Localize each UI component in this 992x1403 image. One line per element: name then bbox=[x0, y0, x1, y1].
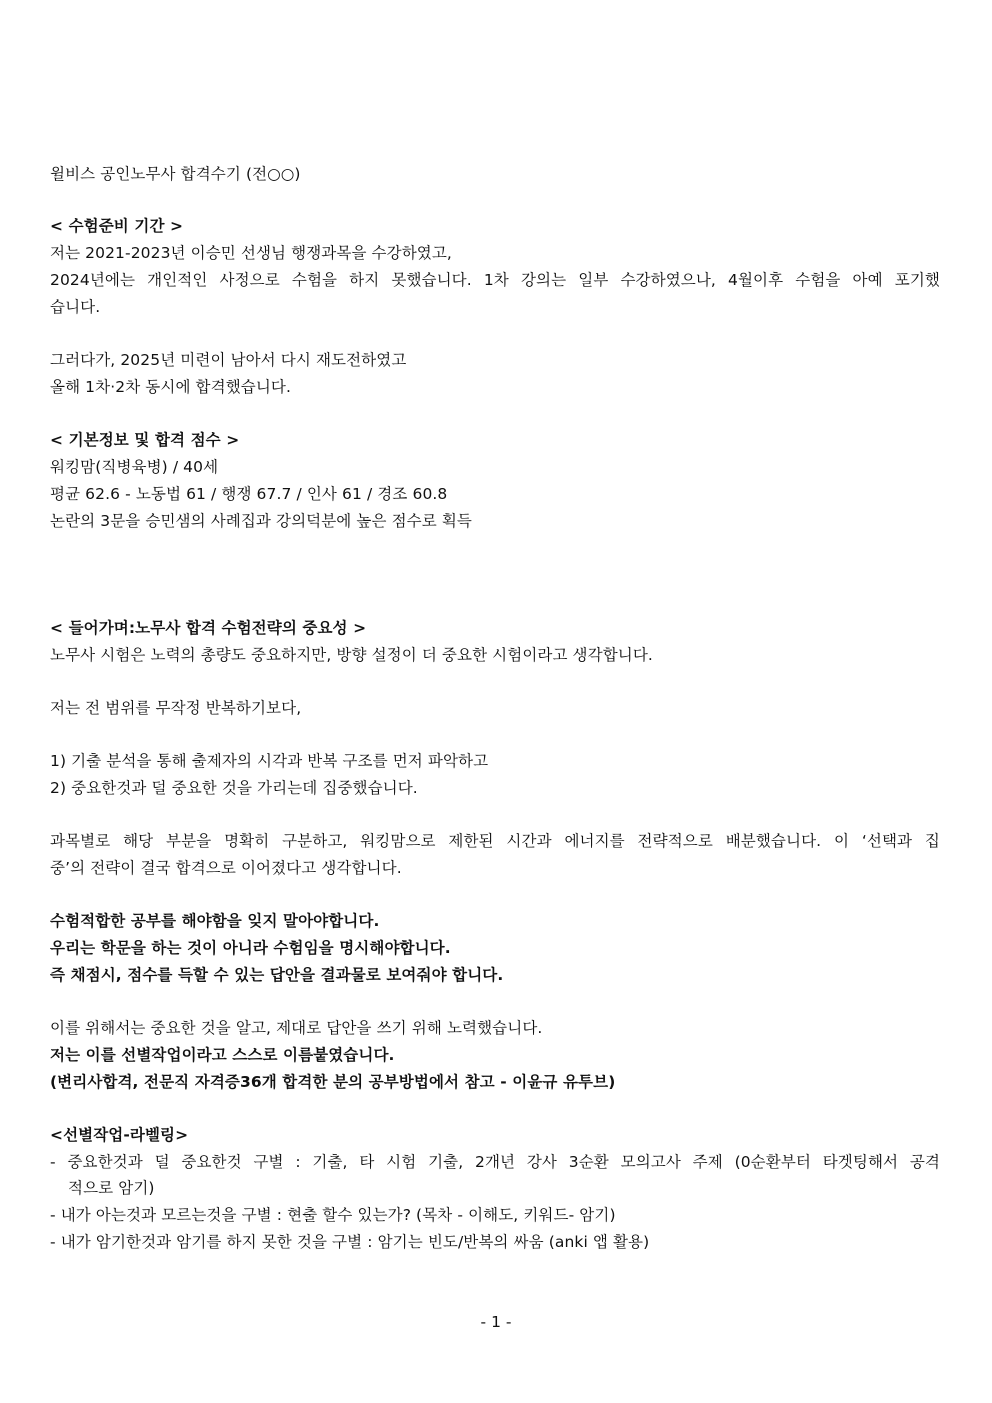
document-title: 윌비스 공인노무사 합격수기 (전○○) bbox=[50, 165, 301, 183]
emphasis-line-5: (변리사합격, 전문직 자격증36개 합격한 분의 공부방법에서 참고 - 이윤규 유투브) bbox=[50, 1073, 616, 1091]
section-heading-info: < 기본정보 및 합격 점수 > bbox=[50, 431, 240, 449]
prep-line-4: 올해 1차·2차 동시에 합격했습니다. bbox=[50, 378, 292, 396]
intro-line-5a: 과목별로 해당 부분을 명확히 구분하고, 워킹맘으로 제한된 시간과 에너지를 전략적으로 배분했습니다. 이 ‘선택과 집 bbox=[50, 832, 940, 850]
intro-line-1: 노무사 시험은 노력의 총량도 중요하지만, 방향 설정이 더 중요한 시험이라고 생각합니다. bbox=[50, 646, 653, 664]
labeling-item-3: - 내가 암기한것과 암기를 하지 못한 것을 구별 : 암기는 빈도/반복의 싸움 (anki 앱 활용) bbox=[50, 1233, 650, 1251]
prep-line-1: 저는 2021-2023년 이승민 선생님 행쟁과목을 수강하였고, bbox=[50, 244, 452, 262]
emphasis-line-1: 수험적합한 공부를 해야함을 잊지 말아야합니다. bbox=[50, 912, 380, 930]
labeling-item-2: - 내가 아는것과 모르는것을 구별 : 현출 할수 있는가? (목차 - 이해도, 키워드- 암기) bbox=[50, 1206, 616, 1224]
intro-line-3: 1) 기출 분석을 통해 출제자의 시각과 반복 구조를 먼저 파악하고 bbox=[50, 752, 489, 770]
prep-line-2a: 2024년에는 개인적인 사정으로 수험을 하지 못했습니다. 1차 강의는 일부 수강하였으나, 4월이후 수험을 아예 포기했 bbox=[50, 271, 940, 289]
intro-line-4: 2) 중요한것과 덜 중요한 것을 가리는데 집중했습니다. bbox=[50, 779, 418, 797]
labeling-item-1b: 적으로 암기) bbox=[68, 1179, 155, 1197]
emphasis-line-3: 즉 채점시, 점수를 득할 수 있는 답안을 결과물로 보여줘야 합니다. bbox=[50, 966, 504, 984]
prep-line-3: 그러다가, 2025년 미련이 남아서 다시 재도전하였고 bbox=[50, 351, 407, 369]
intro-line-5b: 중’의 전략이 결국 합격으로 이어졌다고 생각합니다. bbox=[50, 859, 402, 877]
page-number: - 1 - bbox=[480, 1313, 512, 1331]
prep-line-2b: 습니다. bbox=[50, 298, 101, 316]
emphasis-line-2: 우리는 학문을 하는 것이 아니라 수험임을 명시해야합니다. bbox=[50, 939, 451, 957]
info-line-1: 워킹맘(직병육병) / 40세 bbox=[50, 458, 219, 476]
info-line-3: 논란의 3문을 승민샘의 사례집과 강의덕분에 높은 점수로 획득 bbox=[50, 512, 472, 530]
intro-line-6: 이를 위해서는 중요한 것을 알고, 제대로 답안을 쓰기 위해 노력했습니다. bbox=[50, 1019, 543, 1037]
section-heading-labeling: <선별작업-라벨링> bbox=[50, 1126, 189, 1144]
info-line-2: 평균 62.6 - 노동법 61 / 행쟁 67.7 / 인사 61 / 경조 60.8 bbox=[50, 485, 448, 503]
emphasis-line-4: 저는 이를 선별작업이라고 스스로 이름붙였습니다. bbox=[50, 1046, 395, 1064]
intro-line-2: 저는 전 범위를 무작정 반복하기보다, bbox=[50, 699, 302, 717]
section-heading-intro: < 들어가며:노무사 합격 수험전략의 중요성 > bbox=[50, 619, 367, 637]
section-heading-prep: < 수험준비 기간 > bbox=[50, 217, 184, 235]
labeling-item-1a: - 중요한것과 덜 중요한것 구별 : 기출, 타 시험 기출, 2개년 강사 3순환 모의고사 주제 (0순환부터 타겟팅해서 공격 bbox=[50, 1153, 940, 1171]
